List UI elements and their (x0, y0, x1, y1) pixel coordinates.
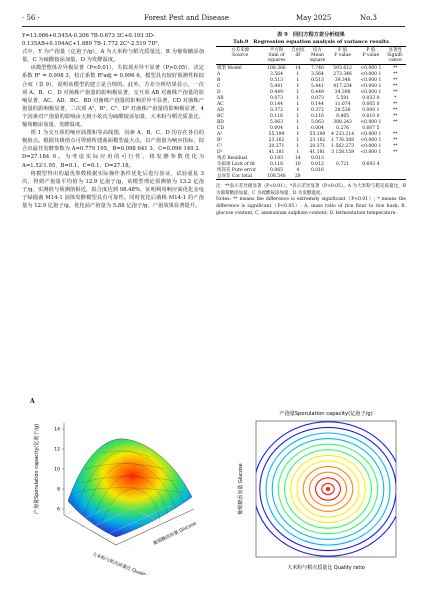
table-cell: 23.162 (309, 137, 326, 143)
z-tick-label: 8 (57, 487, 60, 493)
table-cell: 108.548 (264, 173, 288, 180)
table-cell: 273.346 (333, 71, 352, 77)
table-cell: 0.012 (310, 161, 324, 167)
table-cell: 0.372 (310, 107, 324, 113)
table-title-cn: 表 9 回归方程方差分析结果 (277, 32, 345, 38)
table-cell: ** (392, 71, 398, 77)
contour-plot (222, 405, 412, 590)
table-header-cell: F 值 F value (328, 47, 357, 65)
table-cell: 5.441 (310, 83, 324, 89)
contour-plot-svg (222, 405, 412, 590)
table-cell: 23.162 (268, 137, 285, 143)
table-cell: 3 158.159 (331, 149, 355, 155)
table-cell: B² (217, 137, 223, 143)
table-cell: 残差 Residual (217, 155, 248, 161)
table-cell: 55.199 (268, 131, 285, 137)
z-axis-ticks (54, 427, 64, 513)
table-cell: 1 (296, 77, 300, 83)
table-cell: BD (217, 119, 224, 125)
table-cell: <0.000 1 (360, 71, 382, 77)
table-cell: <0.000 1 (360, 137, 382, 143)
table-header-row (216, 47, 406, 65)
table-cell: 1 (296, 149, 300, 155)
table-cell: 0.004 (270, 125, 283, 131)
table-cell: 0.065 (270, 167, 283, 173)
table-cell (328, 173, 357, 180)
table-cell: 1 (296, 107, 300, 113)
table-cell: ** (392, 119, 398, 125)
table-cell: <0.000 1 (360, 83, 382, 89)
paragraph-validation: 将模型得出的最优参数根据实际操作条件优化后进行验证，试验重复 3 次，得到产孢量平均值为 12.9 亿孢子/g，该模型理论预测值为 13.2 亿孢子/g，实测值与预测值相近，拟合度达到 98.48%，证明利用响应面优化金龟子绿僵菌 M14-1 固体发酵模型具有可靠性。同时优化后菌株 M14-1 的产孢量为 12.9 亿孢子/g，优化前产孢量为 5.88 亿孢子/g，产孢效果显著提升。 (22, 170, 204, 209)
table-cell (307, 173, 328, 180)
table-cell: 0.183 (270, 155, 283, 161)
right-column (216, 32, 406, 217)
table-title-en: Tab.9 Regression equation analysis of variance results (233, 39, 389, 45)
table-cell: 总误差 Cor total (216, 173, 264, 180)
table-cell: 593.612 (333, 65, 352, 71)
table-header-cell: 显著性 Signifi- cance (384, 47, 406, 65)
surface-plot-svg (24, 405, 209, 575)
table-note-cn: 注：**表示差异极显著（P<0.01）；*表示差异显著（P<0.05）。A 为大米粉与稻壳质量比，B 为葡萄糖添加量，C 为硫酸铵添加量，D 为发酵温度。 (216, 184, 406, 196)
table-cell: 1 (296, 95, 300, 101)
table-cell: AD (217, 107, 224, 113)
table-cell: A (217, 71, 221, 77)
table-cell: 10 (294, 161, 301, 167)
table-cell: 417.234 (333, 83, 352, 89)
z-tick-label: 6 (57, 507, 60, 513)
table-cell: 4 (296, 167, 300, 173)
table-header-cell: P 值 P value (357, 47, 384, 65)
table-cell: 失拟项 Lack of fit (217, 161, 255, 167)
x-axis-label: 大米粉与稻壳质量比 Quality ratio (91, 552, 160, 575)
table-cell: AC (217, 101, 224, 107)
page-header (22, 14, 405, 27)
table-cell: 1 (296, 71, 300, 77)
equation-line-1: Y=13.066+0.545A-0.206 7B-0.673 3C+0.193 3D- (22, 33, 155, 39)
table-cell: 108.366 (267, 65, 286, 71)
table-cell: ** (392, 131, 398, 137)
table-row (216, 161, 406, 167)
table-cell: 1 (296, 143, 300, 149)
table-cell: 0.013 (310, 155, 324, 161)
table-cell: 0.693 4 (362, 161, 380, 167)
table-cell: 0.073 (310, 95, 324, 101)
issue-date: May 2025 (296, 14, 332, 22)
table-header-cell: 均方 Mean square (307, 47, 328, 65)
z-tick-label: 14 (54, 427, 60, 433)
z-tick-label: 10 (54, 467, 60, 473)
table-cell: <0.000 1 (360, 77, 382, 83)
z-axis-label: 产孢量Sporulation capacity(亿孢子/g) (34, 423, 40, 515)
table-note-en: Notes: ** means the difference is extremely significant（P<0.01）; * means the difference is significant（P<0.05）. A, mass ratio of rice flour to rice husk; B, glucose content; C, ammonium sulphate content; D, fermentation temperature. (216, 197, 406, 216)
table-cell: 0.004 (310, 125, 324, 131)
table-cell: ** (392, 89, 398, 95)
table-cell: 7.740 (310, 65, 324, 71)
table-cell: 28.536 (334, 107, 351, 113)
contour-title: 产孢量Sporulation capacity(亿孢子/g) (279, 411, 373, 417)
table-cell: * (394, 95, 397, 101)
table-cell: AB (217, 95, 224, 101)
table-cell: 0.073 (270, 95, 283, 101)
table-cell: C (217, 83, 221, 89)
table-cell: ** (392, 101, 398, 107)
table-cell: 0.372 (270, 107, 283, 113)
table-cell: 0.276 (336, 125, 350, 131)
table-cell: 5.063 (270, 119, 283, 125)
table-cell: C² (217, 143, 223, 149)
table-cell: 0.118 (270, 161, 283, 167)
table-cell: CD (217, 125, 225, 131)
equation-line-2: 0.135AB+0.194AC+1.889 7B-1.772 2C²-2.519 7D²， (22, 41, 163, 48)
table-cell: 28 (289, 173, 307, 180)
table-cell: ** (392, 113, 398, 119)
table-cell: ** (392, 149, 398, 155)
table-cell: 0.116 (310, 113, 324, 119)
table-cell: 模型 Model (217, 65, 242, 71)
table-body (216, 65, 406, 180)
table-cell: 1 (296, 125, 300, 131)
table-cell: 0.449 (270, 89, 283, 95)
table-cell: <0.000 1 (360, 143, 382, 149)
page-number: · 56 · (22, 14, 40, 22)
contour-y-axis-label: 葡萄糖添加量 Glucose (238, 463, 244, 515)
table-cell: 0.513 (270, 77, 283, 83)
table-cell: <0.000 1 (360, 89, 382, 95)
table-cell: ** (392, 107, 398, 113)
paragraph-anova: 该模型整体差异极显著（P<0.01），失拟项差异不显著（P>0.05），决定系数 R² = 0.998 3，校正系数 R²adj = 0.996 6，模型具有较好预测性和拟合度（表 9），说明该模型的建立是合理的。此外，方差分析结果显示，一次项 A、B、C、D 对菌株产孢量的影响极显著，交互项 AB 对菌株产孢量的影响显著，AC、AD、BC、BD 对菌株产孢量的影响差异不显著，CD 对菌株产孢量的影响极显著，二次项 A²、B²、C²、D² 对菌株产孢量的影响极显著，4 个因素对产孢量的影响由大到小依次为硫酸铵添加量、大米粉与稻壳质量比、葡萄糖添加量、发酵温度。 (22, 65, 204, 129)
table-cell: 41.181 (268, 149, 285, 155)
table-cell: 3.564 (310, 71, 324, 77)
table-header-cell: 平方和 Sum of squares (264, 47, 288, 65)
figure-panel-label: A (30, 398, 35, 405)
contour-x-axis-label: 大米粉与稻壳质量比 Quality ratio (287, 565, 365, 571)
table-cell: <0.000 1 (360, 131, 382, 137)
y-axis-label: 葡萄糖添加量 Glucose (152, 521, 198, 547)
anova-table (216, 46, 406, 180)
table-header-cell: 方差来源 Source (216, 47, 264, 65)
table-cell: <0.000 1 (360, 119, 382, 125)
table-cell: B (217, 77, 221, 83)
table-cell (384, 173, 406, 180)
table-cell: 0.016 (310, 167, 324, 173)
table-cell: 0.449 (310, 89, 324, 95)
journal-name: Forest Pest and Disease (144, 14, 229, 22)
table-cell: 388.243 (333, 119, 352, 125)
table-header-cell: 自由度 df (289, 47, 307, 65)
table-cell: 0.144 (270, 101, 283, 107)
table-cell: 1 (296, 119, 300, 125)
table-cell: ** (392, 77, 398, 83)
table-cell: BC (217, 113, 224, 119)
table-cell: 0.033 0 (362, 95, 380, 101)
table-cell: 1 (296, 131, 300, 137)
table-cell: 1 (296, 137, 300, 143)
table-cell: 0.607 5 (362, 125, 380, 131)
optimum-point (326, 487, 330, 491)
table-cell: 20.371 (309, 143, 326, 149)
table-cell: 55.199 (309, 131, 326, 137)
table-cell: 0.010 0 (362, 113, 380, 119)
table-cell: 20.371 (268, 143, 285, 149)
table-cell: 5.441 (270, 83, 283, 89)
table-cell: 5.063 (310, 119, 324, 125)
issue-number: No.3 (360, 14, 377, 22)
surface-plot (24, 405, 209, 575)
z-tick-label: 12 (54, 447, 60, 453)
table-cell: 1 (296, 101, 300, 107)
table-cell: 39.346 (334, 77, 351, 83)
table-cell: A² (217, 131, 223, 137)
table-cell: 1 776.308 (331, 137, 355, 143)
table-cell: 0.005 0 (362, 101, 380, 107)
table-cell: 0.513 (310, 77, 324, 83)
table-cell: 41.181 (309, 149, 326, 155)
table-cell: 34.398 (334, 89, 351, 95)
table-cell: ** (392, 137, 398, 143)
table-cell: ** (392, 83, 398, 89)
table-cell: 1 562.273 (331, 143, 355, 149)
table-cell: 纯误差 Pure error (217, 167, 256, 173)
paragraph-variables: 式中，Y 为产孢量（亿孢子/g），A 为大米粉与稻壳质量比，B 为葡萄糖添加量，C 为硫酸铵添加量，D 为发酵温度。 (22, 49, 204, 64)
table-cell: 8.865 (336, 113, 350, 119)
table-cell (357, 173, 384, 180)
table-cell: <0.000 1 (360, 65, 382, 71)
table-cell: 11.074 (334, 101, 351, 107)
table-cell: 0.000 1 (362, 107, 380, 113)
table-row (216, 173, 406, 180)
table-cell: 1 (296, 83, 300, 89)
table-cell: 14 (294, 65, 301, 71)
table-cell: D (217, 89, 221, 95)
table-cell: 0.116 (270, 113, 283, 119)
table-cell: 14 (294, 155, 301, 161)
paragraph-response-surface: 图 1 为交互项的响应面图和等高线图，因素 A、B、C、D 均存在各自的极值点。根据其极值点可得到所建曲面模型最大点，以产孢量为响应指标，拟合出最佳发酵参数为 A=0.779 195、B=0.098 641 3、C=0.096 149 2、D=27.184 9。为考虑实际应用的可行性，将发酵参数优化为 A=1.52∶1.95、B=0.1、C=0.1、D=27.18。 (22, 130, 204, 169)
table-cell: 1 (296, 89, 300, 95)
table-cell: ** (392, 143, 398, 149)
table-cell: 0.144 (310, 101, 324, 107)
table-cell: 0.721 (336, 161, 350, 167)
table-cell: ** (392, 65, 398, 71)
table-cell: 1 (296, 113, 300, 119)
table-cell: <0.000 1 (360, 149, 382, 155)
table-cell: 5.591 (336, 95, 350, 101)
left-column (22, 32, 204, 210)
table-cell: D² (217, 149, 223, 155)
table-cell: 4 233.214 (331, 131, 355, 137)
table-cell: 3.564 (270, 71, 283, 77)
